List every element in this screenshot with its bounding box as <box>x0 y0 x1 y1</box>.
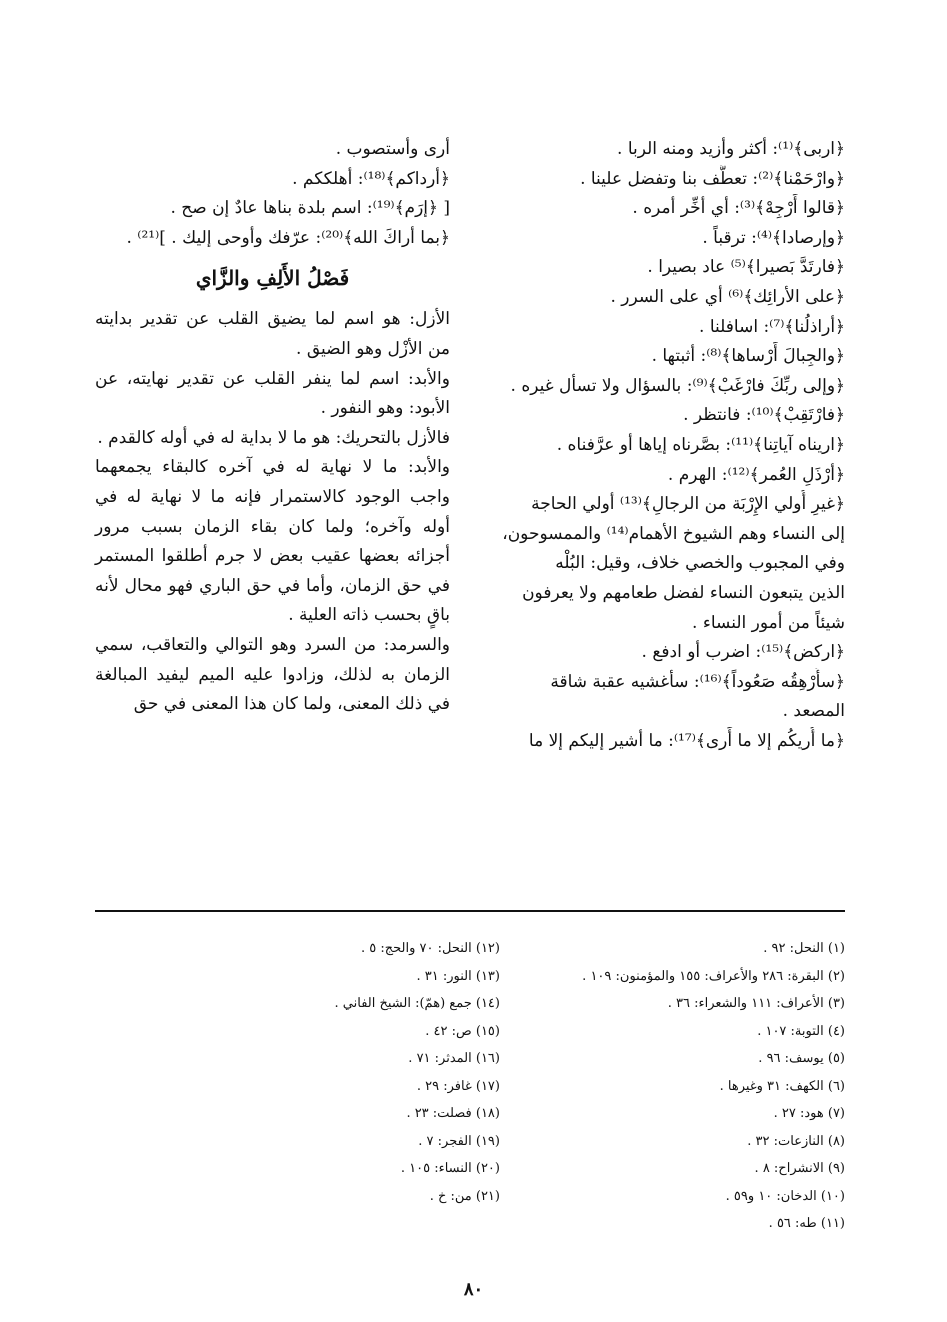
footnote: (٢) البقرة: ٢٨٦ والأعراف: ١٥٥ والمؤمنون: ١٠٩ . <box>582 968 845 984</box>
entry-line: ﴿قالوا أَرْجِهْ﴾⁽³⁾: أي أخِّر أمره . <box>632 198 845 219</box>
definition-paragraph: والأبد: اسم لما ينفر القلب عن تقدير نهايته، عن الأبود: وهو النفور . <box>95 368 450 419</box>
entry-line: شيئاً من أمور النساء . <box>692 612 845 633</box>
right-column <box>490 135 845 756</box>
entry-line: وفي المجبوب والخصي خلاف، وقيل: البُلْه <box>555 553 845 574</box>
entry-line: ﴿وإرصادا﴾⁽⁴⁾: ترقباً . <box>702 227 845 248</box>
footnote: (٩) الانشراح: ٨ . <box>754 1161 845 1176</box>
entry-line: [ ﴿إرَم﴾⁽¹⁹⁾: اسم بلدة بناها عادٌ إن صح . <box>170 198 450 219</box>
footnote: (٧) هود: ٢٧ . <box>773 1106 845 1121</box>
footnote: (١٨) فصلت: ٢٣ . <box>406 1106 500 1121</box>
page-number: ٨٠ <box>463 1279 484 1300</box>
entry-line: ﴿وارْحَمْنا﴾⁽²⁾: تعطَّف بنا وتفضل علينا . <box>580 168 845 189</box>
footnotes-right <box>485 935 845 1238</box>
footnote: (٥) يوسف: ٩٦ . <box>758 1051 845 1066</box>
footnote: (٤) التوبة: ١٠٧ . <box>757 1023 845 1039</box>
footnote: (٦) الكهف: ٣١ وغيرها . <box>719 1078 845 1094</box>
entry-line: ﴿والجِبالَ أَرْساها﴾⁽⁸⁾: أثبتها . <box>651 346 845 367</box>
entry-line: ﴿اريناه آياتِنا﴾⁽¹¹⁾: بصَّرناه إياها أو عرَّفناه . <box>556 434 845 455</box>
footnote: (١) النحل: ٩٢ . <box>763 941 845 956</box>
footnote: (١١) طه: ٥٦ . <box>768 1216 845 1231</box>
entry-line: ﴿أرْذَلِ العُمر﴾⁽¹²⁾: الهرم . <box>667 464 845 485</box>
entry-line: إلى النساء وهم الشيوخ الأهمام⁽¹⁴⁾ والممسوحون، <box>502 523 845 544</box>
footnote: (١٧) غافر: ٢٩ . <box>416 1078 500 1094</box>
footnote: (١٤) جمع (همّ): الشيخ الفاني . <box>334 996 500 1011</box>
footnote: (١٦) المدثر: ٧١ . <box>408 1051 500 1066</box>
footnote: (١٠) الدخان: ١٠ و٥٩ . <box>725 1188 845 1204</box>
entry-line: ﴿فارْتَقِبْ﴾⁽¹⁰⁾: فانتظر . <box>683 405 845 426</box>
definition-paragraph: الأزل: هو اسم لما يضيق القلب عن تقدير بدايته من الأزْل وهو الضيق . <box>95 309 450 359</box>
section-title: فَصْلُ الأَلِفِ والزَّاي <box>195 266 350 291</box>
footnote: (٢١) من: خ . <box>429 1188 500 1204</box>
definition-paragraph: والأبد: ما لا نهاية له في آخره كالبقاء يجمعهما واجب الوجود كالاستمرار فإنه ما لا نهاية له في أوله وآخره؛ ولما كان بقاء الزمان بسبب مرور أجزائه بعضها عقيب بعض لا جرم أطلقوا المستمر في حق الزمان، وأما في حق الباري فهو محال لأنه باقٍ بحسب ذاته العلية . <box>95 457 450 626</box>
entry-line: ﴿اركض﴾⁽¹⁵⁾: اضرب أو ادفع . <box>641 642 845 663</box>
entry-line: أرى وأستصوب . <box>335 139 450 159</box>
entry-line: ﴿غيرِ أُولي الإِرْبَة من الرجالِ﴾⁽¹³⁾ أولي الحاجة <box>531 494 845 515</box>
entry-line: ﴿وإلى ربِّكَ فارْغَبْ﴾⁽⁹⁾: بالسؤال ولا تسأل غيره . <box>510 375 845 396</box>
entry-line: ﴿اربى﴾⁽¹⁾: أكثر وأزيد ومنه الربا . <box>617 139 845 159</box>
entry-line: ﴿على الأرائِك﴾⁽⁶⁾ أي على السرر . <box>610 286 845 307</box>
entry-line: ﴿أراذلُنا﴾⁽⁷⁾: اسافلنا . <box>699 316 845 337</box>
entry-line: المصعد . <box>782 701 845 722</box>
entry-line: ﴿أرداكم﴾⁽¹⁸⁾: أهلككم . <box>292 168 450 189</box>
footnote: (١٥) ص: ٤٢ . <box>425 1023 500 1039</box>
footnote: (١٣) النور: ٣١ . <box>416 968 500 984</box>
footnote: (٨) النازعات: ٣٢ . <box>747 1133 845 1149</box>
definition-paragraph: والسرمد: من السرد وهو التوالي والتعاقب، سمي الزمان به لذلك، وزادوا عليه الميم ليفيد المبالغة في ذلك المعنى، ولما كان هذا المعنى في حق <box>95 634 450 715</box>
footnote: (٢٠) النساء: ١٠٥ . <box>400 1161 500 1176</box>
entry-line: ﴿بما أراكَ الله﴾⁽²⁰⁾: عرّفك وأوحى إليك . ]⁽²¹⁾ . <box>126 227 450 248</box>
entry-line: الذين يتبعون النساء لفضل طعامهم ولا يعرفون <box>522 582 845 603</box>
footnote: (٣) الأعراف: ١١١ والشعراء: ٣٦ . <box>667 996 845 1011</box>
footnotes-left <box>300 935 500 1210</box>
entry-line: ﴿ما أُريكُم إلا ما أَرى﴾⁽¹⁷⁾: ما أشير إليكم إلا ما <box>528 730 845 751</box>
definition-paragraph: فالأزل بالتحريك: هو ما لا بداية له في أوله كالقدم . <box>97 427 450 448</box>
left-column <box>95 135 450 720</box>
footnote: (١٢) النحل: ٧٠ والحج: ٥ . <box>361 941 500 956</box>
footnote: (١٩) الفجر: ٧ . <box>418 1133 500 1149</box>
footnote-divider <box>95 910 845 912</box>
entry-line: ﴿فارتَدَّ بَصيرا﴾⁽⁵⁾ عاد بصيرا . <box>647 257 845 278</box>
entry-line: ﴿سأُرْهِقُه صَعُوداً﴾⁽¹⁶⁾: سأغشيه عقبة شاقة <box>550 671 845 692</box>
